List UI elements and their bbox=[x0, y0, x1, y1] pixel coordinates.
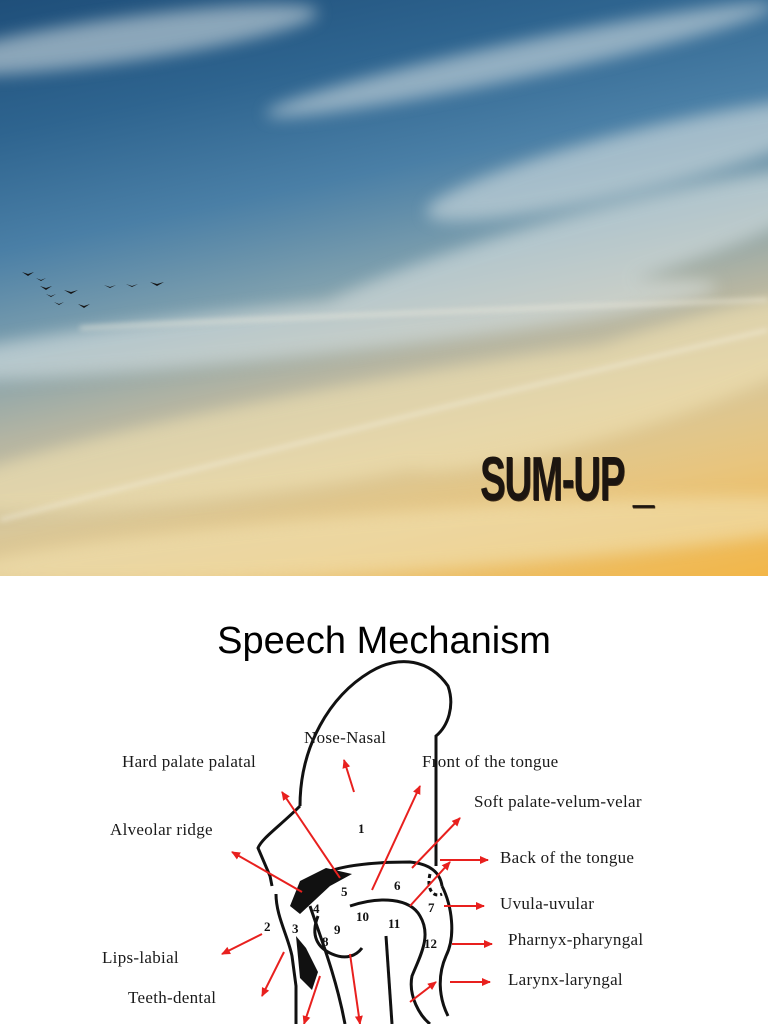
label-uvula: Uvula-uvular bbox=[500, 894, 595, 913]
label-alveolar-ridge: Alveolar ridge bbox=[110, 820, 213, 839]
head-outline bbox=[258, 662, 452, 1024]
label-back-of-tongue: Back of the tongue bbox=[500, 848, 635, 867]
label-larynx: Larynx-laryngal bbox=[508, 970, 623, 989]
teeth-shape bbox=[296, 936, 318, 990]
region-number-11: 11 bbox=[388, 916, 401, 931]
region-number-8: 8 bbox=[322, 934, 329, 949]
region-number-9: 9 bbox=[334, 922, 341, 937]
region-number-2: 2 bbox=[264, 919, 271, 934]
label-nose-nasal: Nose-Nasal bbox=[304, 728, 387, 747]
region-number-6: 6 bbox=[394, 878, 401, 893]
region-number-10: 10 bbox=[356, 909, 369, 924]
diagram-arrows bbox=[222, 760, 492, 1024]
region-number-5: 5 bbox=[341, 884, 348, 899]
slide-title: Speech Mechanism bbox=[217, 620, 551, 662]
label-soft-palate: Soft palate-velum-velar bbox=[474, 792, 642, 811]
region-number-3: 3 bbox=[292, 921, 299, 936]
speech-mechanism-slide bbox=[0, 576, 768, 1024]
label-front-of-tongue: Front of the tongue bbox=[422, 752, 559, 771]
label-hard-palate: Hard palate palatal bbox=[122, 752, 257, 771]
region-number-1: 1 bbox=[358, 821, 365, 836]
birds-flock bbox=[22, 272, 164, 308]
label-teeth: Teeth-dental bbox=[128, 988, 217, 1007]
region-number-7: 7 bbox=[428, 900, 435, 915]
label-lips: Lips-labial bbox=[102, 948, 179, 967]
sum-up-title: SUM-UP _ bbox=[480, 445, 654, 514]
label-pharynx: Pharnyx-pharyngal bbox=[508, 930, 644, 949]
region-number-12: 12 bbox=[424, 936, 437, 951]
region-number-4: 4 bbox=[313, 901, 320, 916]
